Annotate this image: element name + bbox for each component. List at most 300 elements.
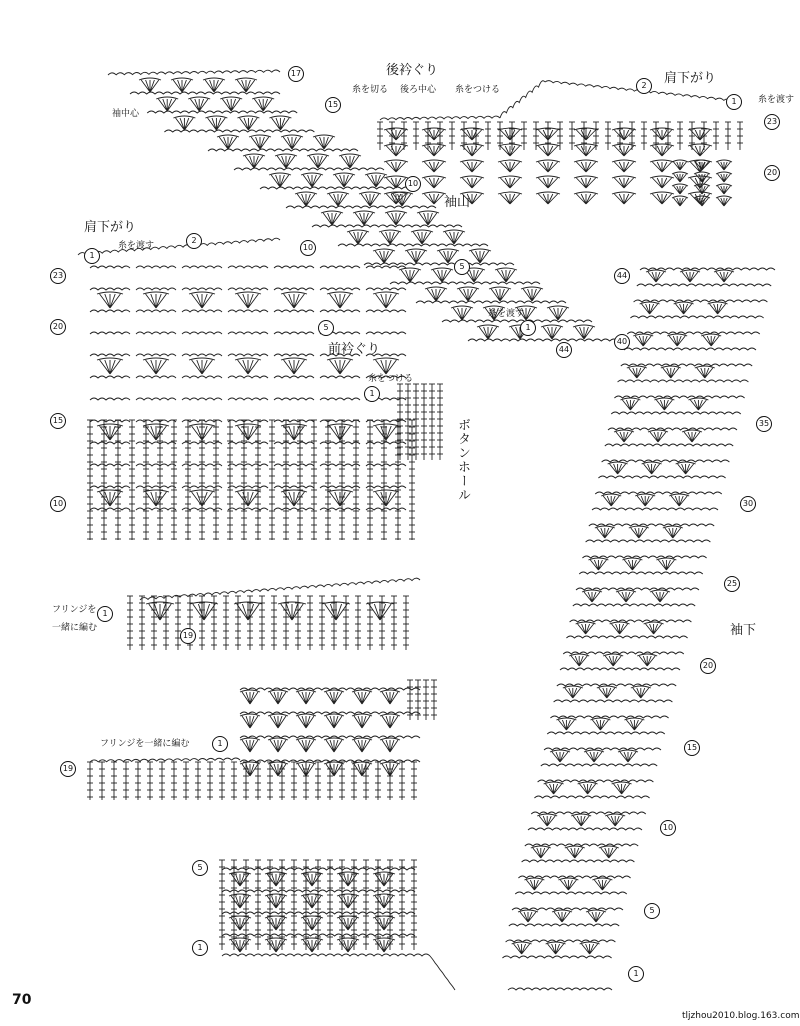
back-neck-label: 後衿ぐり: [386, 63, 439, 78]
stitch-chain: [573, 604, 695, 606]
stitch-fan: [672, 160, 688, 170]
stitch-chain: [228, 354, 268, 356]
stitch-chain: [136, 508, 176, 510]
stitch-fan: [324, 690, 344, 704]
row-number-1: 1: [364, 386, 380, 402]
row-number-1: 1: [628, 966, 644, 982]
stitch-chain: [589, 524, 714, 526]
stitch-chain: [90, 758, 240, 762]
stitch-chain: [557, 684, 676, 686]
row-number-10: 10: [50, 496, 66, 512]
stitch-chain: [522, 860, 635, 862]
stitch-fan: [574, 128, 598, 140]
row-number-10: 10: [660, 820, 676, 836]
stitch-fan: [656, 558, 676, 570]
stitch-chain: [274, 486, 314, 488]
stitch-fan: [359, 192, 381, 206]
stitch-fan: [608, 462, 628, 474]
pass-yarn-label-cap: 糸を渡す: [488, 309, 525, 319]
stitch-fan: [240, 690, 260, 704]
stitch-fan: [411, 230, 433, 244]
stitch-chain: [182, 354, 222, 356]
row-number-5: 5: [318, 320, 334, 336]
stitch-fan: [380, 738, 400, 752]
credit-text: tljzhou2010.blog.163.com: [682, 1011, 800, 1021]
stitch-pattern-fans: [97, 78, 734, 954]
stitch-fan: [650, 160, 674, 172]
row-number-44: 44: [614, 268, 630, 284]
stitch-chain: [366, 508, 406, 510]
stitch-chain: [611, 412, 741, 414]
stitch-chain: [541, 764, 657, 766]
row-number-10: 10: [405, 176, 421, 192]
stitch-fan: [188, 97, 210, 111]
stitch-fan: [574, 192, 598, 204]
stitch-fan: [269, 173, 291, 187]
stitch-fan: [654, 398, 674, 410]
stitch-chain: [228, 464, 268, 466]
stitch-chain: [608, 428, 737, 430]
stitch-fan: [229, 938, 251, 952]
stitch-chain: [136, 354, 176, 356]
stitch-fan: [537, 814, 557, 826]
row-number-1: 1: [520, 320, 536, 336]
row-number-2: 2: [186, 233, 202, 249]
stitch-fan: [544, 782, 564, 794]
stitch-chain: [274, 354, 314, 356]
stitch-fan: [373, 938, 395, 952]
stitch-fan: [301, 938, 323, 952]
stitch-fan: [281, 358, 307, 374]
stitch-fan: [650, 144, 674, 156]
stitch-fan: [235, 292, 261, 308]
stitch-fan: [574, 160, 598, 172]
stitch-fan: [237, 116, 259, 130]
stitch-fan: [612, 160, 636, 172]
stitch-chain: [525, 844, 638, 846]
stitch-chain: [274, 310, 314, 312]
stitch-fan: [650, 192, 674, 204]
stitch-fan: [612, 176, 636, 188]
stitch-fan: [324, 714, 344, 728]
buttonhole-label: ボタンホール: [455, 418, 470, 502]
stitch-fan: [512, 942, 532, 954]
stitch-fan: [373, 424, 399, 440]
stitch-chain: [592, 508, 718, 510]
stitch-fan: [347, 230, 369, 244]
row-number-19: 19: [180, 628, 196, 644]
stitch-fan: [563, 686, 583, 698]
stitch-fan: [327, 292, 353, 308]
stitch-fan: [352, 738, 372, 752]
stitch-chain: [228, 442, 268, 444]
stitch-fan: [422, 160, 446, 172]
stitch-fan: [203, 78, 225, 92]
stitch-chain: [228, 266, 268, 268]
stitch-chain: [108, 70, 280, 75]
stitch-fan: [498, 176, 522, 188]
stitch-fan: [716, 196, 732, 206]
stitch-chain: [618, 380, 749, 382]
row-number-1: 1: [726, 94, 742, 110]
stitch-chain: [512, 908, 623, 910]
row-number-44: 44: [556, 342, 572, 358]
stitch-fan: [633, 334, 653, 346]
stitch-chain: [90, 398, 130, 400]
stitch-chain: [637, 284, 771, 286]
stitch-fan: [352, 690, 372, 704]
stitch-chain: [320, 464, 360, 466]
stitch-fan: [640, 302, 660, 314]
row-number-10: 10: [300, 240, 316, 256]
stitch-fan: [220, 97, 242, 111]
stitch-chain: [627, 332, 760, 334]
stitch-chain: [338, 244, 488, 246]
stitch-fan: [268, 738, 288, 752]
stitch-chain: [222, 890, 415, 892]
stitch-fan: [622, 558, 642, 570]
stitch-fan: [582, 590, 602, 602]
stitch-chain: [228, 486, 268, 488]
stitch-fan: [547, 306, 569, 320]
stitch-chain: [624, 348, 756, 350]
stitch-fan: [265, 938, 287, 952]
stitch-chain: [390, 282, 540, 284]
shoulder-slope-label-left: 肩下がり: [84, 220, 137, 235]
stitch-fan: [205, 116, 227, 130]
stitch-fan: [552, 910, 572, 922]
stitch-fan: [269, 116, 291, 130]
stitch-fan: [716, 160, 732, 170]
row-number-23: 23: [50, 268, 66, 284]
stitch-chain: [502, 956, 611, 958]
stitch-fan: [281, 292, 307, 308]
stitch-fan: [296, 738, 316, 752]
stitch-fan: [156, 97, 178, 111]
stitch-fan: [642, 462, 662, 474]
stitch-fan: [143, 358, 169, 374]
stitch-fan: [97, 292, 123, 308]
stitch-chain: [274, 420, 314, 422]
stitch-fan: [460, 160, 484, 172]
stitch-fan: [624, 718, 644, 730]
attach-yarn-label-top: 糸をつける: [455, 85, 501, 95]
stitch-chain: [136, 310, 176, 312]
stitch-chain: [538, 780, 654, 782]
stitch-fan: [650, 590, 670, 602]
stitch-chain: [509, 924, 619, 926]
stitch-fan: [425, 287, 447, 301]
stitch-fan: [595, 526, 615, 538]
stitch-chain: [508, 988, 612, 990]
stitch-chain: [260, 187, 410, 189]
stitch-chain: [468, 339, 618, 341]
stitch-chain: [136, 376, 176, 378]
stitch-fan: [373, 894, 395, 908]
sleeve-under-label: 袖下: [730, 623, 757, 638]
stitch-fan: [337, 894, 359, 908]
stitch-fan: [635, 494, 655, 506]
stitch-fan: [603, 654, 623, 666]
stitch-chain: [228, 508, 268, 510]
stitch-chains: [78, 70, 775, 990]
stitch-chain: [544, 748, 661, 750]
stitch-chain: [534, 796, 649, 798]
stitch-fan: [252, 97, 274, 111]
stitch-fan: [695, 366, 715, 378]
stitch-fan: [586, 910, 606, 922]
stitch-fan: [498, 160, 522, 172]
stitch-fan: [268, 714, 288, 728]
stitch-chain: [222, 954, 430, 956]
row-number-20: 20: [764, 165, 780, 181]
stitch-chain: [634, 300, 768, 302]
stitch-fan: [701, 334, 721, 346]
row-number-25: 25: [724, 576, 740, 592]
stitch-chain: [90, 508, 130, 510]
stitch-fan: [524, 878, 544, 890]
stitch-chain: [228, 288, 268, 290]
stitch-chain: [320, 508, 360, 510]
stitch-fan: [235, 78, 257, 92]
stitch-chain: [140, 578, 420, 600]
stitch-fan: [460, 176, 484, 188]
stitch-chain: [320, 442, 360, 444]
stitch-fan: [672, 184, 688, 194]
stitch-chain: [136, 464, 176, 466]
stitch-chain: [416, 301, 566, 303]
stitch-fan: [618, 750, 638, 762]
stitch-fan: [281, 424, 307, 440]
row-number-5: 5: [454, 259, 470, 275]
stitch-chain: [136, 442, 176, 444]
stitch-chain: [182, 398, 222, 400]
stitch-ticks: [87, 122, 743, 950]
shoulder-slope-label-top: 肩下がり: [664, 71, 717, 86]
stitch-fan: [189, 358, 215, 374]
stitch-chain: [90, 376, 130, 378]
stitch-fan: [477, 325, 499, 339]
stitch-fan: [584, 750, 604, 762]
stitch-fan: [405, 249, 427, 263]
stitch-fan: [682, 430, 702, 442]
stitch-chain: [364, 263, 514, 265]
stitch-fan: [650, 176, 674, 188]
stitch-chain: [500, 81, 545, 118]
stitch-chain: [274, 376, 314, 378]
stitch-fan: [443, 230, 465, 244]
stitch-chain: [506, 940, 616, 942]
stitch-chain: [560, 668, 680, 670]
row-number-20: 20: [50, 319, 66, 335]
stitch-fan: [380, 714, 400, 728]
stitch-chain: [586, 540, 711, 542]
stitch-chain: [274, 266, 314, 268]
stitch-chain: [222, 934, 415, 936]
stitch-fan: [97, 358, 123, 374]
stitch-fan: [365, 173, 387, 187]
stitch-chain: [366, 310, 406, 312]
stitch-fan: [536, 160, 560, 172]
row-number-1: 1: [192, 940, 208, 956]
attach-yarn-label-front: 糸をつける: [368, 374, 414, 384]
stitch-fan: [235, 358, 261, 374]
stitch-chain: [90, 288, 130, 290]
stitch-chain: [90, 486, 130, 488]
stitch-fan: [616, 590, 636, 602]
stitch-fan: [663, 526, 683, 538]
stitch-fan: [327, 192, 349, 206]
stitch-chain: [90, 354, 130, 356]
stitch-chain: [228, 332, 268, 334]
stitch-fan: [385, 211, 407, 225]
stitch-fan: [669, 494, 689, 506]
stitch-fan: [301, 894, 323, 908]
stitch-fan: [489, 287, 511, 301]
stitch-fan: [676, 462, 696, 474]
stitch-fan: [569, 654, 589, 666]
stitch-fan: [714, 270, 734, 282]
stitch-chain: [602, 460, 730, 462]
stitch-fan: [612, 782, 632, 794]
stitch-fan: [143, 292, 169, 308]
stitch-chain: [274, 508, 314, 510]
sleeve-center-label: 袖中心: [112, 109, 140, 119]
stitch-fan: [240, 738, 260, 752]
stitch-chain: [228, 398, 268, 400]
stitch-fan: [431, 268, 453, 282]
stitch-fan: [373, 358, 399, 374]
stitch-fan: [573, 325, 595, 339]
pass-yarn-label-top: 糸を渡す: [758, 95, 795, 105]
stitch-fan: [650, 128, 674, 140]
stitch-chain: [640, 268, 775, 270]
stitch-fan: [313, 135, 335, 149]
stitch-fan: [327, 424, 353, 440]
stitch-fan: [536, 192, 560, 204]
stitch-chain: [182, 376, 222, 378]
stitch-fan: [627, 366, 647, 378]
stitch-chain: [136, 398, 176, 400]
row-number-1: 1: [97, 606, 113, 622]
stitch-fan: [353, 211, 375, 225]
stitch-fan: [498, 192, 522, 204]
stitch-chain: [312, 225, 462, 227]
row-number-15: 15: [684, 740, 700, 756]
stitch-chain: [147, 111, 297, 113]
stitch-chain: [274, 288, 314, 290]
row-number-1: 1: [212, 736, 228, 752]
stitch-fan: [143, 424, 169, 440]
stitch-chain: [136, 288, 176, 290]
stitch-fan: [235, 424, 261, 440]
stitch-fan: [599, 846, 619, 858]
stitch-fan: [399, 268, 421, 282]
stitch-chain: [240, 736, 420, 738]
stitch-chain: [222, 868, 415, 870]
stitch-chain: [274, 398, 314, 400]
stitch-fan: [556, 718, 576, 730]
stitch-fan: [333, 173, 355, 187]
stitch-fan: [601, 494, 621, 506]
stitch-chain: [90, 310, 130, 312]
row-number-15: 15: [50, 413, 66, 429]
stitch-fan: [605, 814, 625, 826]
stitch-chain: [605, 444, 733, 446]
stitch-fan: [171, 78, 193, 92]
stitch-fan: [614, 430, 634, 442]
stitch-fan: [268, 690, 288, 704]
stitch-chain: [320, 266, 360, 268]
stitch-fan: [97, 424, 123, 440]
stitch-chain: [136, 332, 176, 334]
stitch-fan: [321, 211, 343, 225]
stitch-fan: [550, 750, 570, 762]
stitch-chain: [621, 364, 752, 366]
stitch-chain: [228, 420, 268, 422]
stitch-fan: [240, 714, 260, 728]
stitch-chain: [598, 476, 725, 478]
stitch-fan: [498, 128, 522, 140]
stitch-fan: [667, 334, 687, 346]
stitch-fan: [597, 686, 617, 698]
stitch-chain: [566, 636, 687, 638]
row-number-2: 2: [636, 78, 652, 94]
stitch-fan: [646, 270, 666, 282]
stitch-fan: [422, 192, 446, 204]
stitch-chain: [182, 310, 222, 312]
page-number: 70: [12, 992, 32, 1008]
stitch-fan: [243, 154, 265, 168]
stitch-fan: [590, 718, 610, 730]
stitch-chain: [240, 688, 420, 690]
stitch-chain: [320, 288, 360, 290]
stitch-chain: [286, 206, 436, 208]
row-number-30: 30: [740, 496, 756, 512]
stitch-chain: [182, 332, 222, 334]
stitch-chain: [554, 700, 673, 702]
stitch-fan: [380, 690, 400, 704]
stitch-fan: [592, 878, 612, 890]
stitch-chain: [366, 288, 406, 290]
stitch-fan: [612, 192, 636, 204]
stitch-chain: [528, 828, 642, 830]
stitch-chain: [90, 464, 130, 466]
stitch-chain: [274, 464, 314, 466]
stitch-fan: [217, 135, 239, 149]
stitch-fan: [672, 196, 688, 206]
stitch-chain: [630, 316, 763, 318]
stitch-fan: [648, 430, 668, 442]
stitch-fan: [379, 230, 401, 244]
stitch-fan: [546, 942, 566, 954]
stitch-fan: [265, 894, 287, 908]
stitch-fan: [146, 602, 174, 620]
sleeve-cap-label: 袖山: [444, 195, 471, 210]
stitch-fan: [518, 910, 538, 922]
stitch-fan: [716, 184, 732, 194]
stitch-fan: [229, 894, 251, 908]
stitch-fan: [637, 654, 657, 666]
stitch-chain: [579, 572, 703, 574]
stitch-fan: [139, 78, 161, 92]
stitch-fan: [173, 116, 195, 130]
stitch-fan: [324, 738, 344, 752]
stitch-fan: [495, 268, 517, 282]
stitch-fan: [339, 154, 361, 168]
row-number-20: 20: [700, 658, 716, 674]
stitch-fan: [281, 135, 303, 149]
